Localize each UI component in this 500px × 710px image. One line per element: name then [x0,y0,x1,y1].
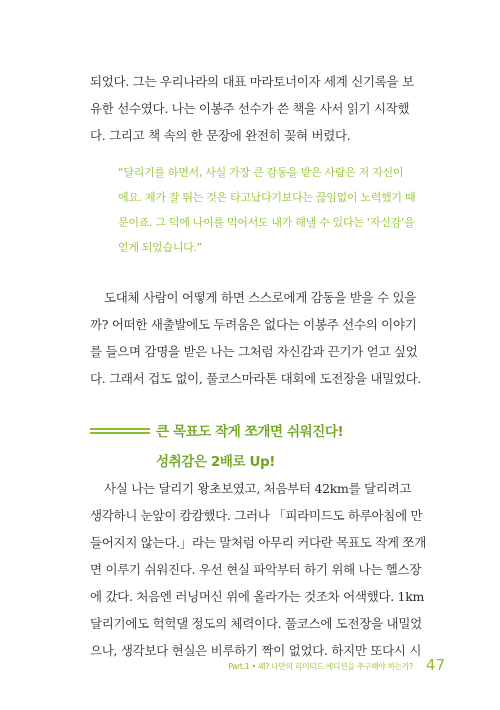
page-footer [215,656,445,676]
section-heading [90,420,450,480]
quote-line: 얻게 되었습니다.” [118,241,203,254]
pull-quote [118,160,443,260]
heading-line-1: 큰 목표도 작게 쪼개면 쉬워진다! [156,424,344,440]
text-line: 유한 선수였다. 나는 이봉주 선수가 쓴 책을 사서 읽기 시작했 [90,101,410,116]
text-line: 를 들으며 감명을 받은 나는 그처럼 자신감과 끈기가 얻고 싶었 [90,344,418,359]
text-line: 으나, 생각보다 현실은 비루하기 짝이 없었다. 하지만 또다시 시 [90,643,422,658]
quote-line: “달리기를 하면서, 사실 가장 큰 감동을 받은 사람은 저 자신이 [118,166,404,179]
text-line: 도대체 사람이 어떻게 하면 스스로에게 감동을 받을 수 있을 [104,290,416,305]
paragraph-2-first [104,284,440,311]
quote-line: 에요. 제가 잘 뛰는 것은 타고났다기보다는 끊임없이 노력했기 때 [118,191,416,204]
paragraph-1 [90,68,440,149]
heading-rule [90,428,150,434]
text-line: 생각하니 눈앞이 캄캄했다. 그러나 「피라미드도 하루아침에 만 [90,508,423,523]
running-head: Part.1 • 왜? 나만의 리미티드 에디션을 추구해야 하는가? [228,662,413,671]
text-line: 다. 그래서 겁도 없이, 풀코스마라톤 대회에 도전장을 내밀었다. [90,371,422,386]
text-line: 들어지지 않는다.」라는 말처럼 아무리 커다란 목표도 작게 쪼개 [90,535,426,550]
text-line: 다. 그리고 책 속의 한 문장에 완전히 꽂혀 버렸다. [90,128,351,143]
text-line: 에 갔다. 처음엔 러닝머신 위에 올라가는 것조차 어색했다. 1km [90,589,425,604]
text-line: 달리기에도 헉헉댈 정도의 체력이다. 풀코스에 도전장을 내밀었 [90,616,422,631]
text-line: 까? 어떠한 새출발에도 두려움은 없다는 이봉주 선수의 이야기 [90,317,417,332]
paragraph-3 [90,502,440,664]
page-number: 47 [425,656,445,674]
text-line: 되었다. 그는 우리나라의 대표 마라토너이자 세계 신기록을 보 [90,74,414,89]
text-line: 사실 나는 달리기 왕초보였고, 처음부터 42km를 달리려고 [104,481,412,496]
heading-line-2: 성취감은 2배로 Up! [156,454,276,470]
text-line: 면 이루기 쉬워진다. 우선 현실 파악부터 하기 위해 나는 헬스장 [90,562,422,577]
paragraph-3-first [104,475,440,502]
quote-line: 문이죠. 그 덕에 나이를 먹어서도 내가 해낼 수 있다는 ‘자신감’을 [118,216,415,229]
paragraph-2 [90,311,440,392]
